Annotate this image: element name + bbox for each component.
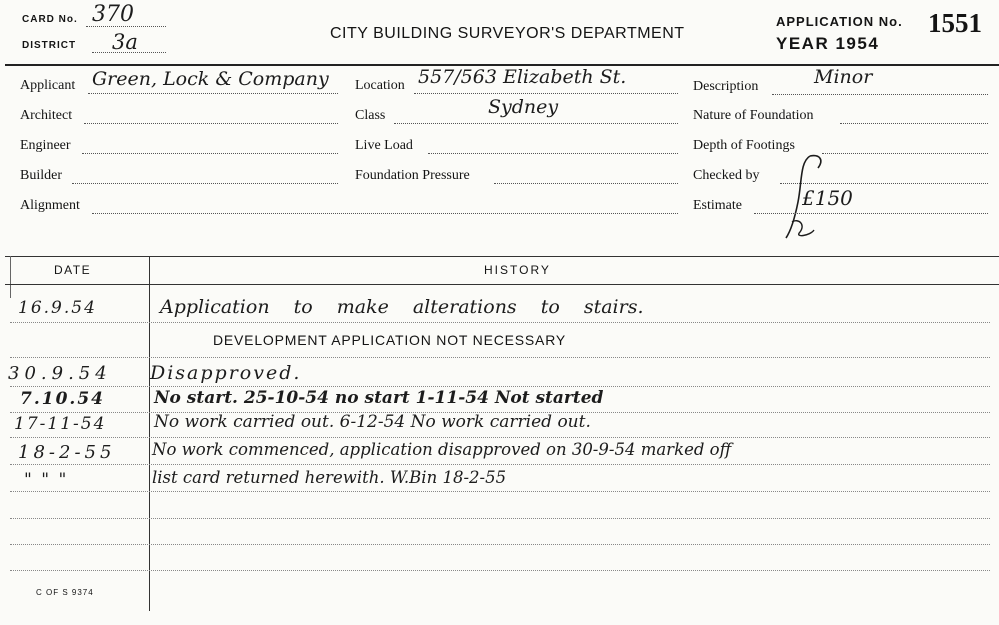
history-column-header: HISTORY bbox=[484, 263, 551, 277]
date-column-header: DATE bbox=[54, 263, 92, 277]
form-code: C OF S 9374 bbox=[36, 588, 94, 597]
estimate-value: £150 bbox=[802, 186, 853, 210]
history-date: 30.9.54 bbox=[8, 363, 112, 384]
history-date: 17-11-54 bbox=[14, 414, 107, 434]
card-no-label: CARD No. bbox=[22, 14, 78, 25]
architect-line bbox=[84, 123, 338, 124]
history-entry: No start. 25-10-54 no start 1-11-54 Not started bbox=[154, 388, 604, 408]
location-label: Location bbox=[355, 78, 405, 93]
depth-of-footings-label: Depth of Footings bbox=[693, 138, 795, 153]
class-label: Class bbox=[355, 108, 386, 123]
history-entry: Disapproved. bbox=[150, 362, 302, 384]
history-date: 18-2-55 bbox=[18, 442, 116, 463]
application-no-value: 1551 bbox=[928, 8, 982, 38]
engineer-label: Engineer bbox=[20, 138, 71, 153]
builder-label: Builder bbox=[20, 168, 62, 183]
foundation-pressure-line bbox=[494, 183, 678, 184]
ruled-line bbox=[10, 437, 990, 438]
date-column-divider bbox=[149, 256, 150, 611]
description-value: Minor bbox=[814, 66, 873, 88]
architect-label: Architect bbox=[20, 108, 73, 123]
engineer-line bbox=[82, 153, 338, 154]
applicant-label: Applicant bbox=[20, 78, 76, 93]
nature-of-foundation-line bbox=[840, 123, 988, 124]
history-date: 7.10.54 bbox=[20, 389, 105, 409]
alignment-label: Alignment bbox=[20, 198, 80, 213]
depth-of-footings-line bbox=[822, 153, 988, 154]
history-date: " " " bbox=[24, 470, 69, 490]
development-stamp: DEVELOPMENT APPLICATION NOT NECESSARY bbox=[213, 332, 566, 348]
applicant-line bbox=[88, 93, 338, 94]
application-no-label: APPLICATION No. bbox=[776, 14, 903, 29]
checked-by-label: Checked by bbox=[693, 168, 760, 183]
history-entry: list card returned herewith. W.Bin 18-2-55 bbox=[152, 468, 507, 487]
foundation-pressure-label: Foundation Pressure bbox=[355, 168, 470, 183]
history-header-rule bbox=[5, 284, 999, 285]
ruled-line bbox=[10, 386, 990, 387]
ruled-line bbox=[10, 544, 990, 545]
ruled-line bbox=[10, 570, 990, 571]
estimate-label: Estimate bbox=[693, 198, 742, 213]
live-load-line bbox=[428, 153, 678, 154]
location-value: 557/563 Elizabeth St. bbox=[418, 66, 627, 88]
ruled-line bbox=[10, 491, 990, 492]
location-line bbox=[414, 93, 678, 94]
class-line bbox=[394, 123, 678, 124]
ruled-line bbox=[10, 464, 990, 465]
history-top-rule bbox=[5, 256, 999, 257]
description-line bbox=[772, 94, 988, 95]
history-entry: No work carried out. 6-12-54 No work carried out. bbox=[154, 412, 591, 432]
description-label: Description bbox=[693, 79, 759, 94]
district-label: DISTRICT bbox=[22, 40, 77, 51]
history-entry: No work commenced, application disapproved on 30-9-54 marked off bbox=[152, 440, 732, 459]
applicant-value: Green, Lock & Company bbox=[92, 68, 329, 90]
ruled-line bbox=[10, 357, 990, 358]
nature-of-foundation-label: Nature of Foundation bbox=[693, 108, 814, 123]
location-suburb-value: Sydney bbox=[488, 96, 559, 118]
alignment-line bbox=[92, 213, 678, 214]
ruled-line bbox=[10, 322, 990, 323]
department-title: CITY BUILDING SURVEYOR'S DEPARTMENT bbox=[330, 25, 685, 42]
history-date: 16.9.54 bbox=[18, 298, 97, 318]
live-load-label: Live Load bbox=[355, 138, 413, 153]
ruled-line bbox=[10, 518, 990, 519]
district-value: 3a bbox=[112, 30, 138, 54]
estimate-line bbox=[754, 213, 988, 214]
builder-line bbox=[72, 183, 338, 184]
card-no-value: 370 bbox=[92, 2, 134, 27]
history-entry: Application to make alterations to stairs. bbox=[160, 296, 644, 318]
date-column-left-edge bbox=[10, 256, 11, 298]
year-label: YEAR 1954 bbox=[776, 34, 880, 53]
